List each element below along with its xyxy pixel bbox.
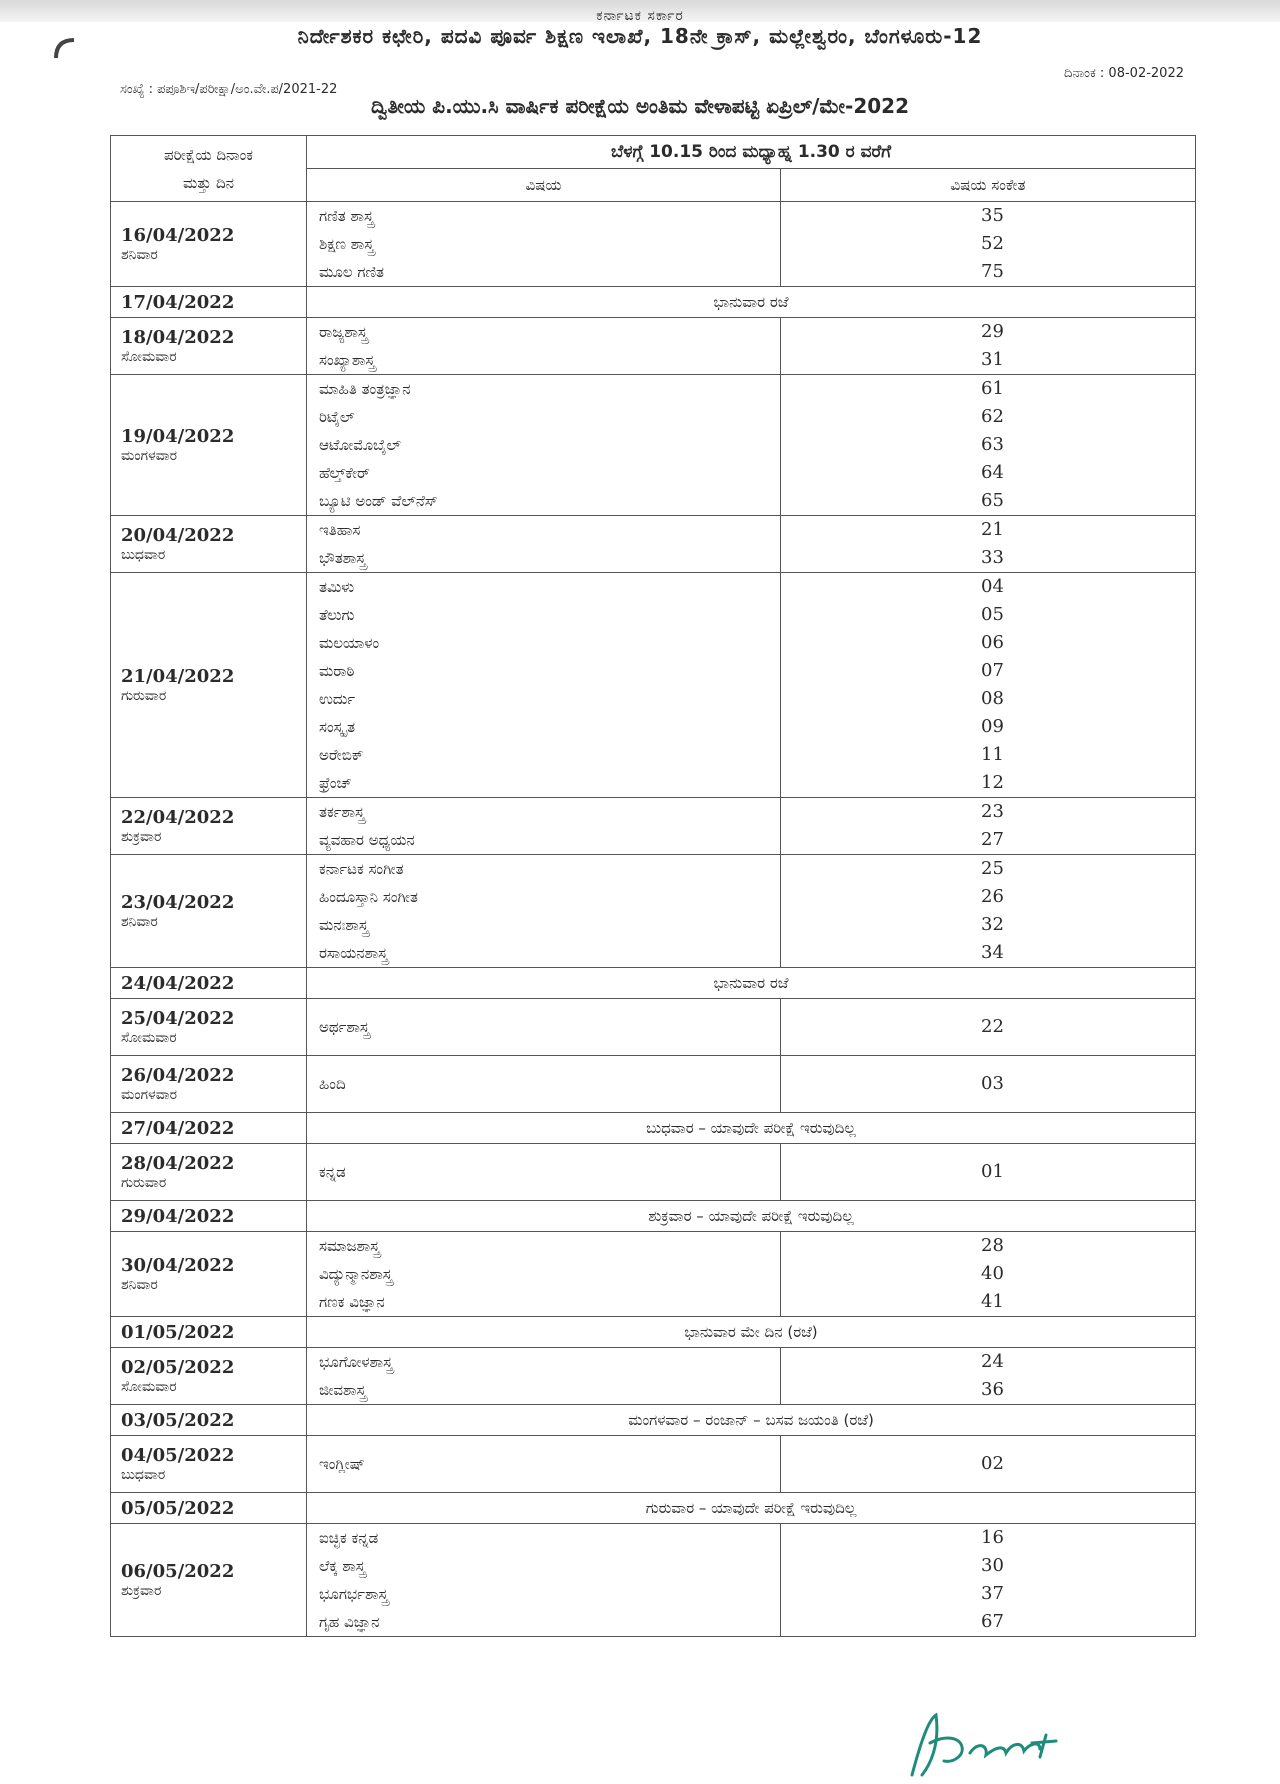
subject-cell	[307, 1524, 781, 1637]
exam-day: ಸೋಮವಾರ	[121, 348, 177, 365]
date-header-line1: ಪರೀಕ್ಷೆಯ ದಿನಾಂಕ	[163, 145, 254, 164]
table-row	[111, 202, 1196, 287]
subject-code: 63	[981, 434, 1004, 455]
subject-name: ಮರಾಠಿ	[319, 662, 355, 680]
subject-name: ಶಿಕ್ಷಣ ಶಾಸ್ತ್ರ	[319, 235, 374, 253]
subject-code: 35	[981, 205, 1004, 226]
exam-day: ಶನಿವಾರ	[121, 1276, 158, 1293]
exam-date-cell	[111, 1348, 307, 1405]
exam-date-cell	[111, 1493, 307, 1524]
table-row	[111, 573, 1196, 798]
subject-name: ವಿದ್ಯುನ್ಮಾನಶಾಸ್ತ್ರ	[319, 1265, 393, 1283]
subject-name: ಹಿಂದೂಸ್ತಾನಿ ಸಂಗೀತ	[319, 888, 418, 906]
subject-code: 67	[981, 1611, 1004, 1632]
table-row	[111, 1348, 1196, 1405]
exam-date-cell	[111, 999, 307, 1056]
subject-code: 05	[981, 604, 1004, 625]
subject-code: 29	[981, 321, 1004, 342]
exam-date: 19/04/2022	[121, 425, 235, 447]
exam-day: ಸೋಮವಾರ	[121, 1029, 177, 1046]
exam-date: 20/04/2022	[121, 524, 235, 546]
subject-code: 65	[981, 490, 1004, 511]
subject-code: 07	[981, 660, 1004, 681]
exam-date-cell	[111, 375, 307, 516]
holiday-note: ಗುರುವಾರ – ಯಾವುದೇ ಪರೀಕ್ಷೆ ಇರುವುದಿಲ್ಲ	[307, 1493, 1196, 1524]
exam-day: ಶುಕ್ರವಾರ	[121, 828, 162, 845]
subject-code: 22	[981, 1016, 1004, 1037]
exam-date-cell	[111, 1201, 307, 1232]
subject-name: ಭೂಗರ್ಭಶಾಸ್ತ್ರ	[319, 1585, 389, 1603]
exam-date-cell	[111, 968, 307, 999]
subject-name: ತಮಿಳು	[319, 578, 355, 596]
exam-date-cell	[111, 287, 307, 318]
subject-cell	[307, 375, 781, 516]
subject-code: 24	[981, 1351, 1004, 1372]
subject-code: 36	[981, 1379, 1004, 1400]
exam-date-cell	[111, 1405, 307, 1436]
holiday-note: ಬುಧವಾರ – ಯಾವುದೇ ಪರೀಕ್ಷೆ ಇರುವುದಿಲ್ಲ	[307, 1113, 1196, 1144]
exam-date: 18/04/2022	[121, 326, 235, 348]
exam-date-cell	[111, 855, 307, 968]
subject-name: ಹೆಲ್ತ್‌ಕೇರ್	[319, 464, 370, 482]
exam-date-cell	[111, 202, 307, 287]
exam-date: 16/04/2022	[121, 224, 235, 246]
subject-name: ಇಂಗ್ಲೀಷ್	[319, 1455, 365, 1473]
subject-code-cell	[781, 202, 1196, 287]
exam-date-cell	[111, 798, 307, 855]
exam-date-cell	[111, 1113, 307, 1144]
holiday-note: ಮಂಗಳವಾರ – ರಂಜಾನ್ – ಬಸವ ಜಯಂತಿ (ರಜೆ)	[307, 1405, 1196, 1436]
subject-name: ಕರ್ನಾಟಕ ಸಂಗೀತ	[319, 860, 404, 878]
table-row	[111, 375, 1196, 516]
exam-day: ಮಂಗಳವಾರ	[121, 447, 178, 464]
subject-name: ಆಟೋಮೊಬೈಲ್	[319, 436, 401, 454]
subject-code-cell	[781, 1232, 1196, 1317]
exam-day: ಬುಧವಾರ	[121, 546, 166, 563]
subject-name: ಸಂಖ್ಯಾಶಾಸ್ತ್ರ	[319, 351, 376, 369]
subject-cell	[307, 798, 781, 855]
exam-date: 29/04/2022	[121, 1205, 235, 1227]
reference-number: ಸಂಖ್ಯೆ : ಪಪೂಶಿಇ/ಪರೀಕ್ಷಾ/ಅಂ.ವೇ.ಪ/2021-22	[120, 82, 338, 97]
exam-date: 28/04/2022	[121, 1152, 235, 1174]
subject-code: 32	[981, 914, 1004, 935]
subject-code: 23	[981, 801, 1004, 822]
subject-code-cell	[781, 1436, 1196, 1493]
subject-name: ಸಮಾಜಶಾಸ್ತ್ರ	[319, 1237, 380, 1255]
date-header-line2: ಮತ್ತು ದಿನ	[182, 173, 235, 192]
exam-date: 23/04/2022	[121, 891, 235, 913]
subject-name: ಗಣಿತ ಶಾಸ್ತ್ರ	[319, 207, 374, 225]
subject-name: ತೆಲುಗು	[319, 606, 355, 624]
subject-code: 21	[981, 519, 1004, 540]
subject-code: 41	[981, 1291, 1004, 1312]
exam-date-cell	[111, 516, 307, 573]
exam-date-cell	[111, 1436, 307, 1493]
holiday-note: ಭಾನುವಾರ ರಜೆ	[307, 287, 1196, 318]
subject-name: ಗೃಹ ವಿಜ್ಞಾನ	[319, 1613, 380, 1631]
subject-name: ಅರ್ಥಶಾಸ್ತ್ರ	[319, 1018, 370, 1036]
subject-code: 30	[981, 1555, 1004, 1576]
table-row	[111, 999, 1196, 1056]
exam-date: 27/04/2022	[121, 1117, 235, 1139]
exam-day: ಬುಧವಾರ	[121, 1466, 166, 1483]
subject-name: ಕನ್ನಡ	[319, 1163, 346, 1181]
exam-timetable	[110, 135, 1196, 1637]
table-row	[111, 798, 1196, 855]
subject-cell	[307, 573, 781, 798]
exam-date: 21/04/2022	[121, 665, 235, 687]
holiday-note: ಭಾನುವಾರ ಮೇ ದಿನ (ರಜೆ)	[307, 1317, 1196, 1348]
subject-code: 27	[981, 829, 1004, 850]
subject-column-header: ವಿಷಯ	[307, 169, 781, 202]
table-row	[111, 318, 1196, 375]
subject-code-cell	[781, 516, 1196, 573]
subject-code: 06	[981, 632, 1004, 653]
exam-day: ಗುರುವಾರ	[121, 687, 167, 704]
subject-code: 09	[981, 716, 1004, 737]
holiday-note: ಭಾನುವಾರ ರಜೆ	[307, 968, 1196, 999]
subject-name: ಹಿಂದಿ	[319, 1075, 346, 1093]
subject-code: 03	[981, 1073, 1004, 1094]
exam-date-cell	[111, 1232, 307, 1317]
subject-code: 28	[981, 1235, 1004, 1256]
subject-name: ತರ್ಕಶಾಸ್ತ್ರ	[319, 803, 365, 821]
exam-date: 06/05/2022	[121, 1560, 235, 1582]
signature-mark	[900, 1705, 1100, 1780]
subject-name: ಸಂಸ್ಕೃತ	[319, 718, 356, 736]
subject-code: 33	[981, 547, 1004, 568]
subject-cell	[307, 855, 781, 968]
exam-date-cell	[111, 318, 307, 375]
subject-code-cell	[781, 573, 1196, 798]
subject-name: ವ್ಯವಹಾರ ಅಧ್ಯಯನ	[319, 831, 415, 849]
subject-name: ರಿಟೈಲ್	[319, 408, 355, 426]
subject-code: 16	[981, 1527, 1004, 1548]
subject-code: 11	[981, 744, 1004, 765]
holiday-row	[111, 287, 1196, 318]
table-row	[111, 516, 1196, 573]
subject-name: ಐಚ್ಛಿಕ ಕನ್ನಡ	[319, 1529, 379, 1547]
subject-name: ರಸಾಯನಶಾಸ್ತ್ರ	[319, 944, 388, 962]
subject-code: 40	[981, 1263, 1004, 1284]
subject-cell	[307, 1232, 781, 1317]
exam-day: ಶನಿವಾರ	[121, 246, 158, 263]
table-row	[111, 1056, 1196, 1113]
subject-code-cell	[781, 318, 1196, 375]
exam-day: ಶುಕ್ರವಾರ	[121, 1582, 162, 1599]
exam-date: 01/05/2022	[121, 1321, 235, 1343]
exam-date: 22/04/2022	[121, 806, 235, 828]
subject-name: ಬ್ಯೂಟಿ ಅಂಡ್ ವೆಲ್‌ನೆಸ್	[319, 492, 438, 510]
subject-code: 34	[981, 942, 1004, 963]
exam-date: 25/04/2022	[121, 1007, 235, 1029]
subject-cell	[307, 202, 781, 287]
subject-code-cell	[781, 798, 1196, 855]
subject-code: 02	[981, 1453, 1004, 1474]
exam-date-cell	[111, 1317, 307, 1348]
subject-name: ಅರೇಬಿಕ್	[319, 746, 364, 764]
subject-code: 61	[981, 378, 1004, 399]
date-column-header	[111, 136, 307, 202]
subject-name: ಮೂಲ ಗಣಿತ	[319, 263, 385, 281]
holiday-note: ಶುಕ್ರವಾರ – ಯಾವುದೇ ಪರೀಕ್ಷೆ ಇರುವುದಿಲ್ಲ	[307, 1201, 1196, 1232]
subject-name: ಮನಃಶಾಸ್ತ್ರ	[319, 916, 369, 934]
subject-cell	[307, 318, 781, 375]
subject-code: 62	[981, 406, 1004, 427]
exam-date: 03/05/2022	[121, 1409, 235, 1431]
table-row	[111, 1232, 1196, 1317]
subject-code-cell	[781, 1348, 1196, 1405]
holiday-row	[111, 968, 1196, 999]
exam-date: 24/04/2022	[121, 972, 235, 994]
subject-code: 08	[981, 688, 1004, 709]
table-row	[111, 1436, 1196, 1493]
subject-code-cell	[781, 375, 1196, 516]
exam-day: ಶನಿವಾರ	[121, 913, 158, 930]
subject-code: 52	[981, 233, 1004, 254]
subject-name: ಮಾಹಿತಿ ತಂತ್ರಜ್ಞಾನ	[319, 380, 411, 398]
subject-cell	[307, 1348, 781, 1405]
exam-date-cell	[111, 1056, 307, 1113]
exam-date: 04/05/2022	[121, 1444, 235, 1466]
subject-cell	[307, 999, 781, 1056]
exam-day: ಸೋಮವಾರ	[121, 1378, 177, 1395]
exam-date-cell	[111, 1144, 307, 1201]
subject-name: ಉರ್ದು	[319, 690, 356, 708]
holiday-row	[111, 1405, 1196, 1436]
subject-code-cell	[781, 1524, 1196, 1637]
subject-cell	[307, 1056, 781, 1113]
office-address: ನಿರ್ದೇಶಕರ ಕಛೇರಿ, ಪದವಿ ಪೂರ್ವ ಶಿಕ್ಷಣ ಇಲಾಖೆ, 18ನೇ ಕ್ರಾಸ್, ಮಲ್ಲೇಶ್ವರಂ, ಬೆಂಗಳೂರು-12	[297, 24, 983, 48]
subject-name: ಮಲಯಾಳಂ	[319, 634, 380, 652]
subject-code: 31	[981, 349, 1004, 370]
subject-code: 04	[981, 576, 1004, 597]
exam-date-cell	[111, 1524, 307, 1637]
subject-code-cell	[781, 1144, 1196, 1201]
subject-cell	[307, 1144, 781, 1201]
table-row	[111, 1524, 1196, 1637]
subject-name: ಗಣಕ ವಿಜ್ಞಾನ	[319, 1293, 385, 1311]
holiday-row	[111, 1201, 1196, 1232]
exam-date-cell	[111, 573, 307, 798]
table-row	[111, 855, 1196, 968]
subject-code: 26	[981, 886, 1004, 907]
subject-code: 12	[981, 772, 1004, 793]
subject-name: ಭೂಗೋಳಶಾಸ್ತ್ರ	[319, 1353, 393, 1371]
subject-name: ಲೆಕ್ಕ ಶಾಸ್ತ್ರ	[319, 1557, 366, 1575]
subject-cell	[307, 516, 781, 573]
holiday-row	[111, 1113, 1196, 1144]
document-title: ದ್ವಿತೀಯ ಪಿ.ಯು.ಸಿ ವಾರ್ಷಿಕ ಪರೀಕ್ಷೆಯ ಅಂತಿಮ ವೇಳಾಪಟ್ಟಿ ಏಪ್ರಿಲ್/ಮೇ-2022	[371, 94, 909, 118]
subject-code: 01	[981, 1161, 1004, 1182]
subject-code-cell	[781, 999, 1196, 1056]
holiday-row	[111, 1317, 1196, 1348]
subject-name: ಭೌತಶಾಸ್ತ್ರ	[319, 549, 366, 567]
subject-code-cell	[781, 855, 1196, 968]
subject-code: 75	[981, 261, 1004, 282]
subject-name: ರಾಜ್ಯಶಾಸ್ತ್ರ	[319, 323, 368, 341]
exam-date: 05/05/2022	[121, 1497, 235, 1519]
exam-day: ಗುರುವಾರ	[121, 1174, 167, 1191]
code-column-header: ವಿಷಯ ಸಂಕೇತ	[781, 169, 1196, 202]
letter-date: ದಿನಾಂಕ : 08-02-2022	[1063, 66, 1184, 81]
exam-date: 17/04/2022	[121, 291, 235, 313]
table-row	[111, 1144, 1196, 1201]
exam-date: 30/04/2022	[121, 1254, 235, 1276]
holiday-row	[111, 1493, 1196, 1524]
time-header: ಬೆಳಗ್ಗೆ 10.15 ರಿಂದ ಮಧ್ಯಾಹ್ನ 1.30 ರ ವರೆಗೆ	[307, 136, 1196, 169]
exam-day: ಮಂಗಳವಾರ	[121, 1086, 178, 1103]
subject-code: 37	[981, 1583, 1004, 1604]
exam-date: 02/05/2022	[121, 1356, 235, 1378]
subject-name: ಜೀವಶಾಸ್ತ್ರ	[319, 1381, 367, 1399]
subject-code-cell	[781, 1056, 1196, 1113]
subject-code: 25	[981, 858, 1004, 879]
subject-code: 64	[981, 462, 1004, 483]
subject-name: ಇತಿಹಾಸ	[319, 521, 361, 539]
government-heading: ಕರ್ನಾಟಕ ಸರ್ಕಾರ	[596, 8, 684, 24]
exam-date: 26/04/2022	[121, 1064, 235, 1086]
subject-cell	[307, 1436, 781, 1493]
subject-name: ಫ್ರೆಂಚ್	[319, 774, 352, 792]
